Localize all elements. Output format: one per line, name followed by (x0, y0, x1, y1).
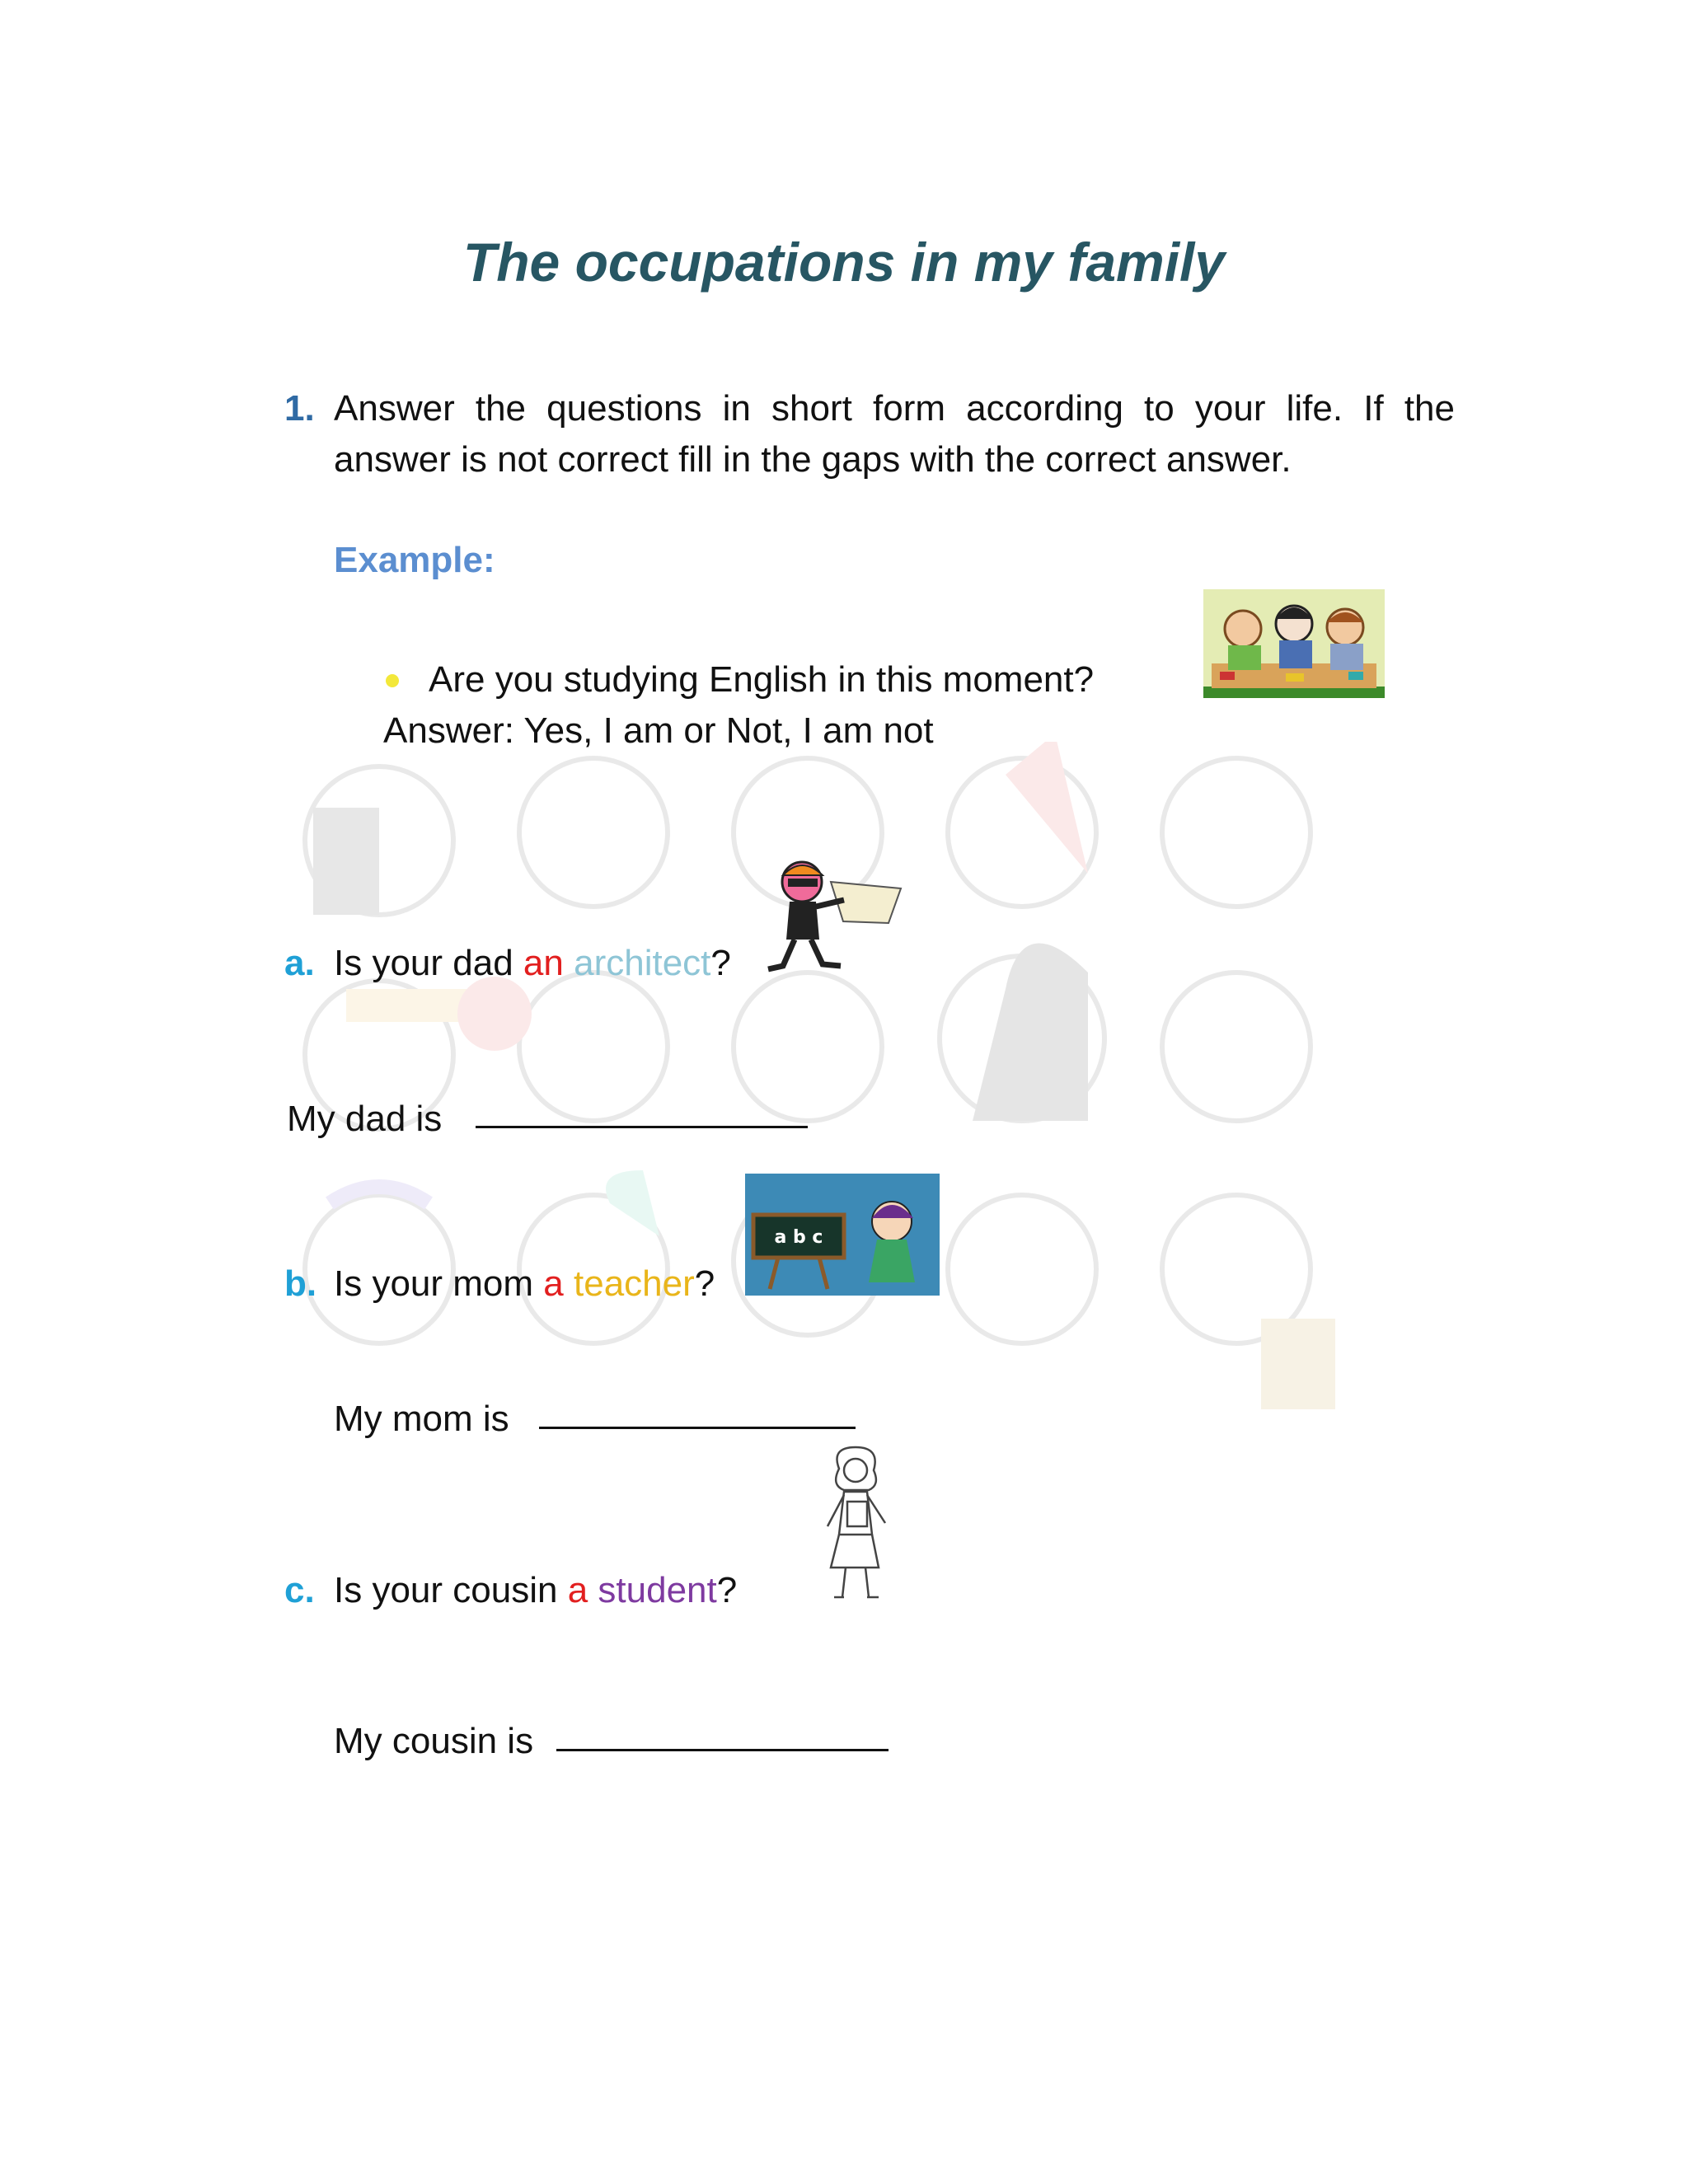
example-answer: Answer: Yes, I am or Not, I am not (383, 710, 934, 751)
question-letter: b. (284, 1263, 317, 1304)
answer-c-prefix: My cousin is (334, 1721, 534, 1761)
answer-b-blank[interactable] (539, 1427, 856, 1429)
instruction-line-2: answer is not correct fill in the gaps with the correct answer. (334, 439, 1292, 480)
page-title: The occupations in my family (462, 232, 1226, 293)
answer-a-prefix: My dad is (287, 1099, 443, 1139)
blackboard-text: a b c (774, 1227, 823, 1248)
background-faces-mural (297, 742, 1442, 1418)
question-b: b. Is your mom a teacher? (284, 1263, 715, 1304)
bullet-icon (386, 674, 399, 687)
instruction (284, 383, 1455, 485)
question-a: a. Is your dad an architect? (284, 943, 731, 983)
question-letter: a. (284, 943, 315, 983)
student-image (814, 1444, 897, 1602)
instruction-number: 1. (284, 388, 315, 429)
answer-a-blank[interactable] (476, 1126, 808, 1128)
teacher-image (745, 1174, 940, 1296)
answer-b-prefix: My mom is (334, 1399, 509, 1439)
kids-studying-image (1203, 589, 1385, 698)
question-letter: c. (284, 1570, 315, 1610)
question-c: c. Is your cousin a student? (284, 1570, 738, 1610)
architect-image (765, 857, 905, 974)
answer-c-blank[interactable] (556, 1749, 889, 1751)
instruction-line-1: 1. Answer the questions in short form according to your life. If the (284, 383, 1455, 434)
example-question: Are you studying English in this moment? (429, 659, 1095, 700)
example-label: Example: (334, 540, 495, 580)
